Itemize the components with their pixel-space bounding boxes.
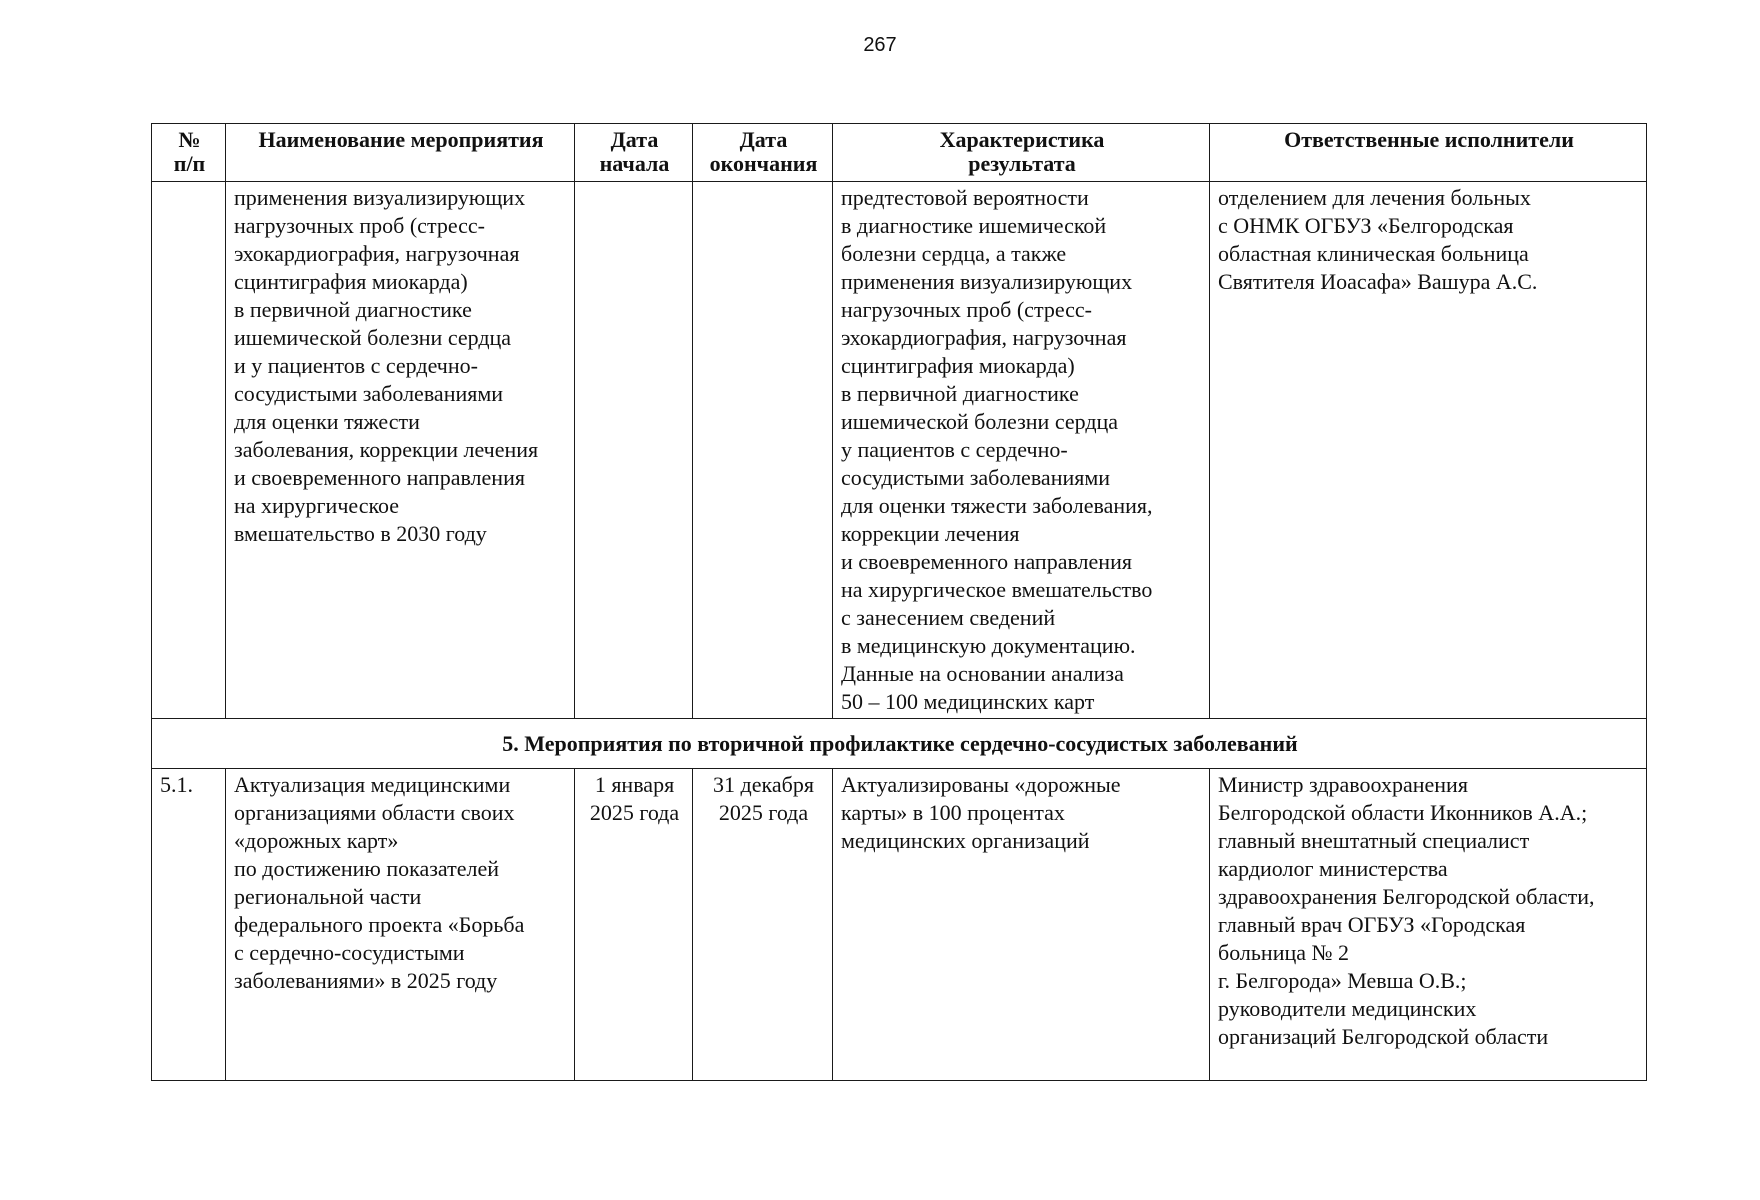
cell-result: предтестовой вероятности в диагностике ишемической болезни сердца, а также применения визуализирующих нагрузочных проб (стресс- эхокардиография, нагрузочная сцинтиграфия миокарда) в первичной диагностике ишемической болезни сердца у пациентов с сердечно- сосудистыми заболеваниями для оценки тяжести заболевания, коррекции лечения и своевременного направления на хирургическое вмешательство с занесением сведений в медицинскую документацию. Данные на основании анализа 50 – 100 медицинских карт	[833, 182, 1210, 719]
table-row	[152, 769, 1647, 1081]
action-plan-table	[151, 123, 1647, 1081]
header-end-date: Дата окончания	[693, 124, 833, 182]
cell-activity-name: Актуализация медицинскими организациями области своих «дорожных карт» по достижению показателей региональной части федерального проекта «Борьба с сердечно-сосудистыми заболеваниями» в 2025 году	[226, 769, 575, 1081]
header-start-date: Дата начала	[575, 124, 693, 182]
cell-activity-name: применения визуализирующих нагрузочных проб (стресс- эхокардиография, нагрузочная сцинтиграфия миокарда) в первичной диагностике ишемической болезни сердца и у пациентов с сердечно- сосудистыми заболеваниями для оценки тяжести заболевания, коррекции лечения и своевременного направления на хирургическое вмешательство в 2030 году	[226, 182, 575, 719]
cell-end-date: 31 декабря 2025 года	[693, 769, 833, 1081]
section-title: 5. Мероприятия по вторичной профилактике сердечно-сосудистых заболеваний	[152, 719, 1647, 769]
cell-responsible: Министр здравоохранения Белгородской области Иконников А.А.; главный внештатный специалист кардиолог министерства здравоохранения Белгородской области, главный врач ОГБУЗ «Городская больница № 2 г. Белгорода» Мевша О.В.; руководители медицинских организаций Белгородской области	[1210, 769, 1647, 1081]
cell-end-date	[693, 182, 833, 719]
page-number: 267	[863, 34, 897, 56]
cell-responsible: отделением для лечения больных с ОНМК ОГБУЗ «Белгородская областная клиническая больница Святителя Иоасафа» Вашура А.С.	[1210, 182, 1647, 719]
cell-number: 5.1.	[152, 769, 226, 1081]
header-number: № п/п	[152, 124, 226, 182]
cell-result: Актуализированы «дорожные карты» в 100 процентах медицинских организаций	[833, 769, 1210, 1081]
section-row	[152, 719, 1647, 769]
table-header-row	[152, 124, 1647, 182]
table-row	[152, 182, 1647, 719]
header-activity-name: Наименование мероприятия	[226, 124, 575, 182]
header-responsible: Ответственные исполнители	[1210, 124, 1647, 182]
cell-number	[152, 182, 226, 719]
header-result: Характеристика результата	[833, 124, 1210, 182]
cell-start-date	[575, 182, 693, 719]
cell-start-date: 1 января 2025 года	[575, 769, 693, 1081]
